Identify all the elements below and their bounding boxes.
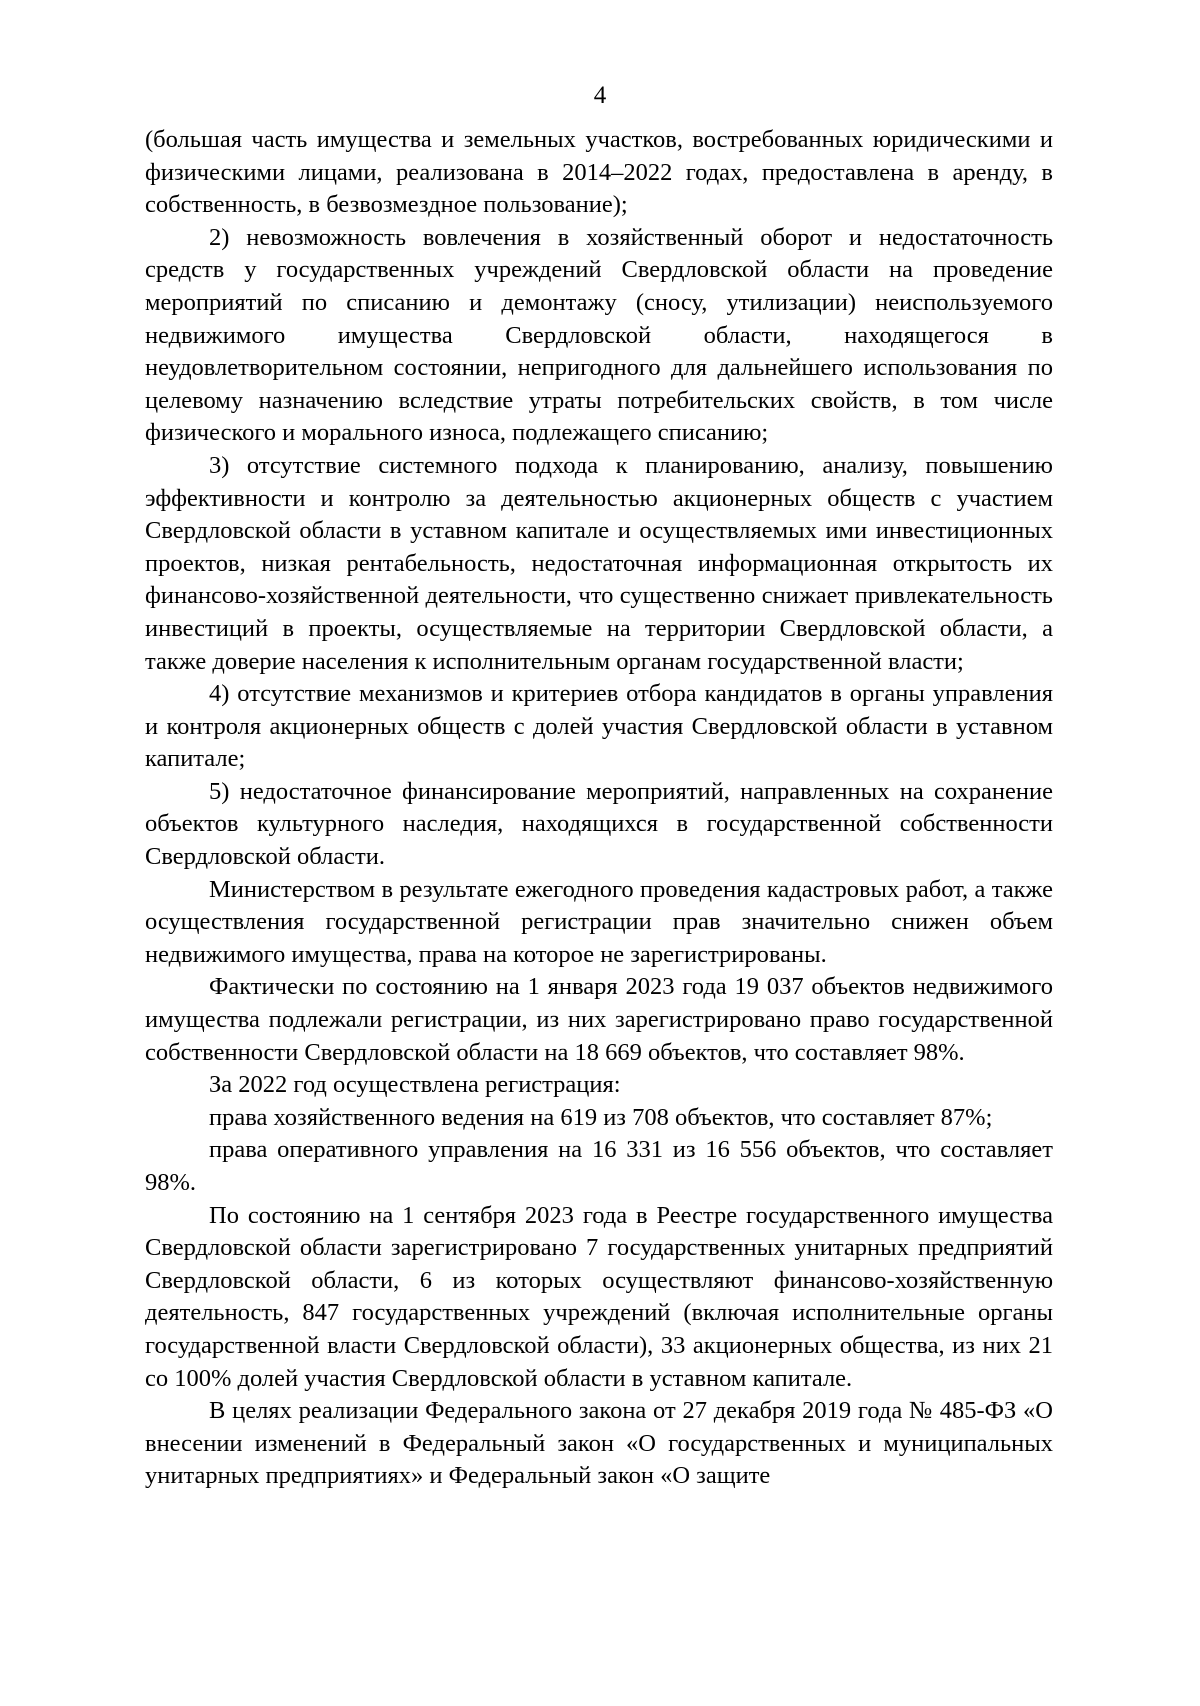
paragraph-continuation: (большая часть имущества и земельных участков, востребованных юридическими и физическими лицами, реализована в 2014–2022 годах, предоставлена в аренду, в собственность, в безвозмездное пользование); [145, 126, 1053, 219]
paragraph-operational-management: права оперативного управления на 16 331 из 16 556 объектов, что составляет 98%. [145, 1136, 1053, 1196]
list-item-5: 5) недостаточное финансирование мероприятий, направленных на сохранение объектов культурного наследия, находящихся в государственной собственности Свердловской области. [145, 777, 1053, 871]
page-number: 4 [593, 82, 607, 109]
paragraph-registry-status: По состоянию на 1 сентября 2023 года в Реестре государственного имущества Свердловской области зарегистрировано 7 государственных унитарных предприятий Свердловской области, 6 из которых осуществляют финансово-хозяйственную деятельность, 847 государственных учреждений (включая исполнительные органы государственной власти Свердловской области), 33 акционерных общества, из них 21 со 100% долей участия Свердловской области в уставном капитале. [145, 1201, 1053, 1392]
paragraph-2022-registration: За 2022 год осуществлена регистрация: [209, 1071, 621, 1099]
document-body [145, 124, 1053, 1493]
paragraph-federal-law: В целях реализации Федерального закона от 27 декабря 2019 года № 485-ФЗ «О внесении изменений в Федеральный закон «О государственных и муниципальных унитарных предприятиях» и Федеральный закон «О защите [145, 1397, 1053, 1490]
paragraph-economic-management: права хозяйственного ведения на 619 из 708 объектов, что составляет 87%; [209, 1103, 993, 1131]
list-item-4: 4) отсутствие механизмов и критериев отбора кандидатов в органы управления и контроля акционерных обществ с долей участия Свердловской области в уставном капитале; [145, 680, 1053, 773]
paragraph-ministry-registration: Министерством в результате ежегодного проведения кадастровых работ, а также осуществления государственной регистрации прав значительно снижен объем недвижимого имущества, права на которое не зарегистрированы. [145, 875, 1053, 968]
list-item-3: 3) отсутствие системного подхода к планированию, анализу, повышению эффективности и контролю за деятельностью акционерных обществ с участием Свердловской области в уставном капитале и осуществляемых ими инвестиционных проектов, низкая рентабельность, недостаточная информационная открытость их финансово-хозяйственной деятельности, что существенно снижает привлекательность инвестиций в проекты, осуществляемые на территории Свердловской области, а также доверие населения к исполнительным органам государственной власти; [145, 451, 1053, 675]
paragraph-registration-status: Фактически по состоянию на 1 января 2023 года 19 037 объектов недвижимого имущества подлежали регистрации, из них зарегистрировано право государственной собственности Свердловской области на 18 669 объектов, что составляет 98%. [145, 973, 1053, 1066]
list-item-2: 2) невозможность вовлечения в хозяйственный оборот и недостаточность средств у государственных учреждений Свердловской области на проведение мероприятий по списанию и демонтажу (сносу, утилизации) неиспользуемого недвижимого имущества Свердловской области, находящегося в неудовлетворительном состоянии, непригодного для дальнейшего использования по целевому назначению вследствие утраты потребительских свойств, в том числе физического и морального износа, подлежащего списанию; [145, 223, 1053, 447]
